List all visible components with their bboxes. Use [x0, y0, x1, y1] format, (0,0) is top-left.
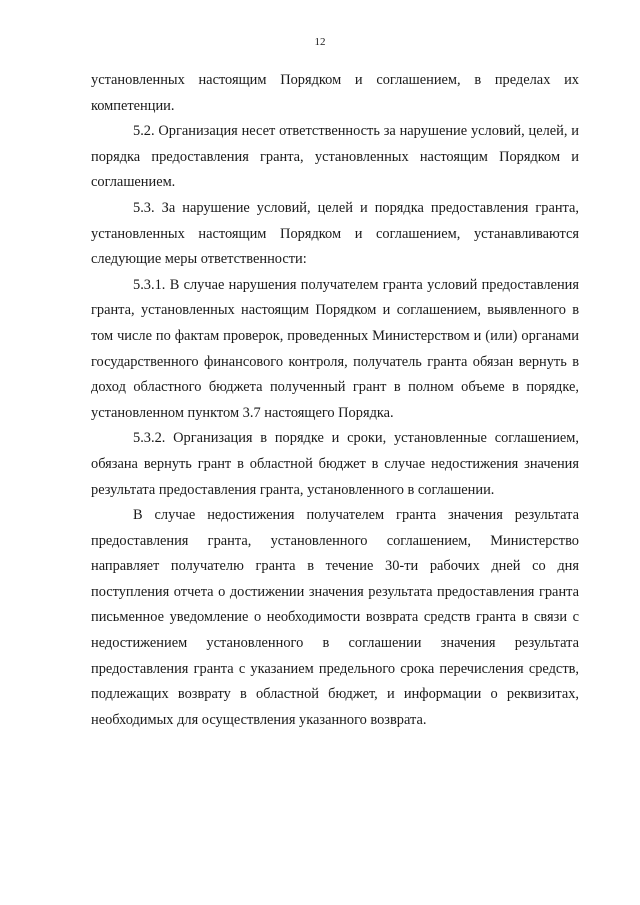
paragraph-clause-5-3: 5.3. За нарушение условий, целей и порядка предоставления гранта, установленных настоящим Порядком и соглашением, устанавливаются следующие меры ответственности: — [91, 199, 579, 268]
paragraph-clause-5-3-1: 5.3.1. В случае нарушения получателем гранта условий предоставления гранта, установленных настоящим Порядком и соглашением, выявленного в том числе по фактам проверок, проведенных Министерством и (или) органами государственного финансового контроля, получатель гранта обязан вернуть в доход областного бюджета полученный грант в полном объеме в порядке, установленном пунктом 3.7 настоящего Порядка. — [91, 276, 579, 421]
paragraph-clause-5-3-2: 5.3.2. Организация в порядке и сроки, установленные соглашением, обязана вернуть грант в областной бюджет в случае недостижения значения результата предоставления гранта, установленного в соглашении. — [91, 430, 579, 498]
document-body — [91, 68, 579, 733]
paragraph-clause-5-2: 5.2. Организация несет ответственность за нарушение условий, целей, и порядка предоставления гранта, установленных настоящим Порядком и соглашением. — [91, 123, 579, 191]
page-number: 12 — [314, 36, 326, 48]
paragraph-continuation: установленных настоящим Порядком и соглашением, в пределах их компетенции. — [91, 72, 579, 114]
paragraph-non-achievement: В случае недостижения получателем гранта значения результата предоставления гранта, установленного соглашением, Министерство направляет получателю гранта в течение 30-ти рабочих дней со дня поступления отчета о достижении значения результата предоставления гранта письменное уведомление о необходимости возврата средств гранта в связи с недостижением установленного в соглашении значения результата предоставления гранта с указанием предельного срока перечисления средств, подлежащих возврату в областной бюджет, и информации о реквизитах, необходимых для осуществления указанного возврата. — [91, 507, 579, 728]
